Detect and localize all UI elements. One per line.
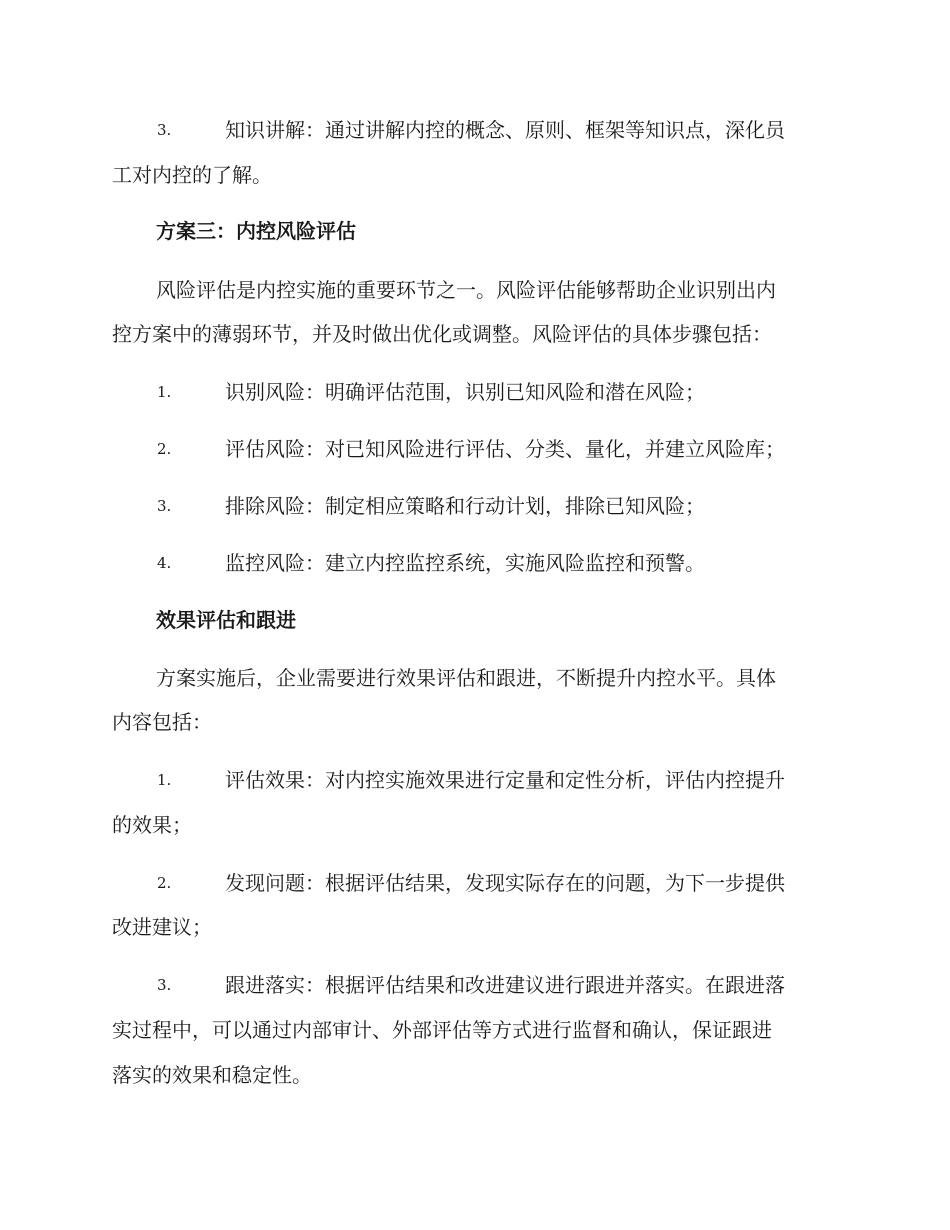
list-item-number: 3. <box>157 976 172 994</box>
list-item-text: 评估效果：对内控实施效果进行定量和定性分析，评估内控提升 <box>225 768 785 792</box>
list-item-text-continuation: 落实的效果和稳定性。 <box>112 1063 312 1087</box>
list-item-number: 1. <box>157 383 172 401</box>
list-item-text: 识别风险：明确评估范围，识别已知风险和潜在风险； <box>225 380 705 404</box>
list-item-number: 3. <box>157 497 172 515</box>
list-item-text-continuation: 实过程中，可以通过内部审计、外部评估等方式进行监督和确认，保证跟进 <box>112 1018 772 1042</box>
list-item-number: 2. <box>157 874 172 892</box>
list-item-text: 监控风险：建立内控监控系统，实施风险监控和预警。 <box>225 551 705 575</box>
section-heading-effect-evaluation: 效果评估和跟进 <box>156 608 296 632</box>
list-item-text: 知识讲解：通过讲解内控的概念、原则、框架等知识点，深化员 <box>225 118 785 142</box>
list-item-text: 评估风险：对已知风险进行评估、分类、量化，并建立风险库； <box>225 437 785 461</box>
list-item-text: 跟进落实：根据评估结果和改进建议进行跟进并落实。在跟进落 <box>225 973 785 997</box>
list-item-text-continuation: 的效果； <box>112 813 192 837</box>
paragraph-line: 控方案中的薄弱环节，并及时做出优化或调整。风险评估的具体步骤包括： <box>112 322 772 346</box>
paragraph-line: 内容包括： <box>112 710 212 734</box>
list-item-number: 1. <box>157 771 172 789</box>
section-heading-risk-assessment: 方案三：内控风险评估 <box>156 219 356 243</box>
list-item-number: 2. <box>157 440 172 458</box>
list-item-number: 4. <box>157 554 172 572</box>
list-item-text: 发现问题：根据评估结果，发现实际存在的问题，为下一步提供 <box>225 871 785 895</box>
list-item-text: 排除风险：制定相应策略和行动计划，排除已知风险； <box>225 494 705 518</box>
list-item-text-continuation: 改进建议； <box>112 915 212 939</box>
paragraph-line: 方案实施后，企业需要进行效果评估和跟进，不断提升内控水平。具体 <box>156 666 776 690</box>
list-item-number: 3. <box>157 121 172 139</box>
list-item-text-continuation: 工对内控的了解。 <box>112 163 272 187</box>
paragraph-line: 风险评估是内控实施的重要环节之一。风险评估能够帮助企业识别出内 <box>156 278 776 302</box>
